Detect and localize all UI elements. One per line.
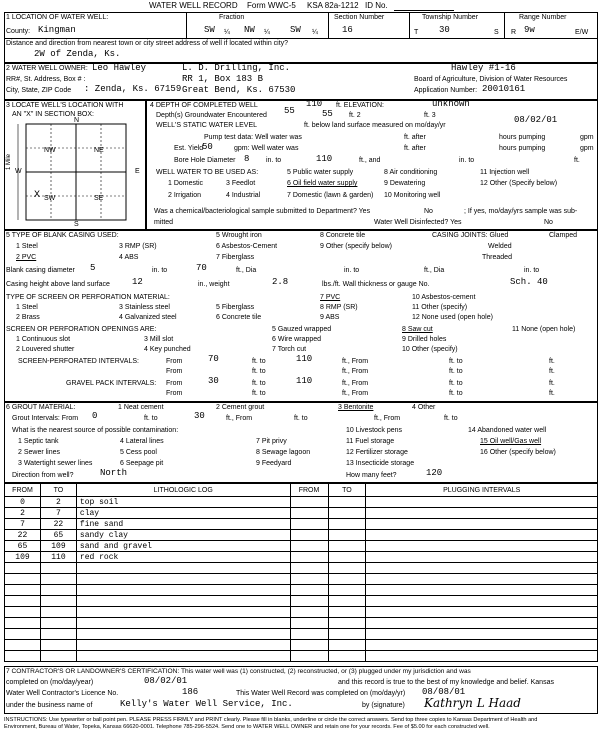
board-label: Board of Agriculture, Division of Water Resources bbox=[414, 76, 568, 83]
well-name[interactable]: Hawley #1-16 bbox=[451, 63, 516, 73]
groundwater-1[interactable]: 55 bbox=[284, 106, 295, 116]
id-field[interactable] bbox=[394, 10, 454, 11]
footer-instructions: INSTRUCTIONS: Use typewriter or ball point pen. PLEASE PRESS FIRMLY and PRINT clearly. Please fill in blanks, underline or circle the correct answers. Send top three copies to Kansas Department of Health and Environment, Bureau of Water, Topeka, Kansas 66620-0001. Telephone 785-296-5524. Send one to WATER WELL OWNER and retain one for your records. Fee of $5.00 for each constructed well. bbox=[4, 717, 538, 730]
app-label: Application Number: bbox=[414, 87, 478, 94]
form-number: Form WWC-5 bbox=[247, 1, 296, 10]
groundwater-2[interactable]: 55 bbox=[322, 109, 333, 119]
wall-gauge[interactable]: Sch. 40 bbox=[510, 277, 548, 287]
use-oil-field-selected[interactable]: 6 Oil field water supply bbox=[287, 180, 358, 187]
static-date[interactable]: 08/02/01 bbox=[514, 115, 558, 125]
app-number[interactable]: 20010161 bbox=[482, 84, 526, 94]
how-many-feet[interactable]: 120 bbox=[426, 468, 443, 478]
casing-pvc-selected[interactable]: 2 PVC bbox=[16, 254, 37, 261]
business-name[interactable]: Kelly's Water Well Service, Inc. bbox=[120, 699, 293, 709]
screen-from[interactable]: 70 bbox=[208, 354, 219, 364]
record-date[interactable]: 08/08/01 bbox=[422, 687, 466, 697]
grout-bentonite-selected[interactable]: 3 Bentonite bbox=[338, 404, 374, 411]
id-label: ID No. bbox=[365, 1, 388, 10]
fraction-1[interactable]: SW bbox=[204, 25, 215, 35]
section-1-heading: 1 LOCATION OF WATER WELL: bbox=[6, 14, 109, 21]
driller-line-3[interactable]: Great Bend, Ks. 67530 bbox=[182, 85, 296, 95]
section-7-heading: 7 CONTRACTOR'S OR LANDOWNER'S CERTIFICATION: This water well was (1) constructed, (2) reconstructed, or (3) plugged under my jurisdiction and was bbox=[6, 668, 471, 675]
screen-to[interactable]: 110 bbox=[296, 354, 313, 364]
city-label: City, State, ZIP Code bbox=[6, 87, 72, 94]
rr-label: RR#, St. Address, Box # : bbox=[6, 76, 86, 83]
grout-from[interactable]: 0 bbox=[92, 411, 98, 421]
owner-name[interactable]: Leo Hawley bbox=[92, 63, 147, 73]
elevation[interactable]: unknown bbox=[432, 99, 470, 109]
driller-line-2[interactable]: RR 1, Box 183 B bbox=[182, 74, 264, 84]
bore-diameter[interactable]: 8 bbox=[244, 154, 250, 164]
direction-value[interactable]: North bbox=[100, 468, 128, 478]
license-number[interactable]: 186 bbox=[182, 687, 199, 697]
table-row: 7 22 fine sand bbox=[5, 519, 598, 530]
fraction-3[interactable]: SW bbox=[290, 25, 301, 35]
section-2-heading: 2 WATER WELL OWNER: bbox=[6, 65, 88, 72]
distance-value[interactable]: 2W of Zenda, Ks. bbox=[34, 49, 121, 59]
table-row bbox=[5, 607, 598, 618]
table-row bbox=[5, 585, 598, 596]
section-4-heading: 4 DEPTH OF COMPLETED WELL bbox=[150, 102, 258, 109]
table-row: 109 110 red rock bbox=[5, 552, 598, 563]
table-row bbox=[5, 629, 598, 640]
section-number-label: Section Number bbox=[334, 14, 385, 21]
completed-date[interactable]: 08/02/01 bbox=[144, 676, 188, 686]
table-row: 0 2 top soil bbox=[5, 497, 598, 508]
casing-height[interactable]: 12 bbox=[132, 277, 143, 287]
township-number[interactable]: 30 bbox=[439, 25, 450, 35]
lithologic-log-table bbox=[4, 483, 598, 662]
water-well-record-form: WATER WELL RECORD Form WWC-5 KSA 82a-1212 ID No. 1 LOCATION OF WATER WELL: County: Kingman Fraction SW ¼ NW ¼ SW ¼ Section Number 16 Township Number T 30 S Range Number R 9w E/W Distance and direction from nearest town or city street address of well if located within city? 2W of Zenda, Ks. 2 WATER WELL OWNER: Leo Hawley RR#, St. Address, Box # : City, State, ZIP Code : Zenda, Ks. 67159 L. D. Drilling, Inc. RR 1, Box 183 B Great Bend, Ks. 67530 Hawley #1-16 Board of Agriculture, Division of Water Resources Application Number: 20010161 3 LOCATE WELL'S LOCATION WITH AN "X" IN SECTION BOX: N S W E NW NE SW SE 1 Mile X 4 DEPTH OF COMPLETED WELL 110 ft. ELEVATION: unknown Depth(s) Groundwater Encountered 55 55 ft. 2 ft. 3 WELL'S STATIC WATER LEVEL ft. below land surface measured on mo/day/yr 08/02/01 Pump test data: Well water was ft. after hours pumping gpm Est. Yield 50 gpm: Well water was ft. after hours pumping gpm Bore Hole Diameter 8 in. to 110 ft., and in. to ft. WELL WATER TO BE USED AS: 5 Public water supply 8 Air conditioning 11 Injection well 1 Domestic 3 Feedlot 6 Oil field water supply 9 Dewatering 12 Other (Specify below) 2 Irrigation 4 Industrial 7 Domestic (lawn & garden) 10 Monitoring well Was a chemical/bacteriological sample submitted to Department? Yes No ; If yes, mo/day/yrs sample was sub- mitted Water Well Disinfected? Yes No 5 TYPE OF BLANK CASING USED: 5 Wrought iron 8 Concrete tile 1 Steel 3 RMP (SR) 6 Asbestos-Cement 9 Other (specify below) 2 PVC 4 ABS 7 Fiberglass CASING JOINTS: Glued Clamped Welded Threaded Blank casing diameter 5 in. to 70 ft., Dia in. to ft., Dia in. to Casing height above land surface 12 in., weight 2.8 lbs./ft. Wall thickness or gauge No. Sch. 40 TYPE OF SCREEN OR PERFORATION MATERIAL: 7 PVC 10 Asbestos-cement 1 Steel 3 Stainless steel 5 Fiberglass 8 RMP (SR) 11 Other (specify) 2 Brass 4 Galvanized steel 6 Concrete tile 9 ABS 12 None used (open hole) SCREEN OR PERFORATION OPENINGS ARE: 5 Gauzed wrapped 8 Saw cut 11 None (open hole) 1 Continuous slot 3 Mill slot 6 Wire wrapped 9 Drilled holes 2 Louvered shutter 4 Key punched 7 Torch cut 10 Other (specify) SCREEN-PERFORATED INTERVALS: From 70 ft. to 110 ft., From ft. to ft. From ft. to ft., From ft. to ft. GRAVEL PACK INTERVALS: From 30 ft. to 110 ft., From ft. to ft. From ft. to ft., From ft. to ft. 6 GROUT MATERIAL: 1 Neat cement 2 Cement grout 3 Bentonite 4 Other Grout Intervals: From 0 ft. to 30 ft., From ft. to ft., From ft. to What is the nearest source of possible contamination: 10 Livestock pens 14 Abandoned water well 1 Septic tank 4 Lateral lines 7 Pit privy 11 Fuel storage 15 Oil well/Gas well 2 Sewer lines 5 Cess pool 8 Sewage lagoon 12 Fertilizer storage 16 Other (specify below) 3 Watertight sewer lines 6 Seepage pit 9 Feedyard 13 Insecticide storage Direction from well? North How many feet? 120 FROM TO LITHOLOGIC LOG FROM TO PLUGGING INTERVALS 0 2 top soil 2 7 clay 7 22 fine sand 22 65 sandy clay 65 109 sand and gravel 109 110 red rock 7 CONTRACTOR'S OR LANDOWNER'S CERTIFICATION: This water well was (1) constructed, (2) reconstructed, or (3) plugged under my jurisdiction and was completed on (mo/day/year) 08/02/01 and this record is true to the best of my knowledge and belief. Kansas Water Well Contractor's Licence No. 186 This Water Well Record was completed on (mo/day/yr) 08/08/01 under the business name of Kelly's Water Well Service, Inc. by (signature) Kathryn L Haad bbox=[4, 0, 598, 715]
section-number[interactable]: 16 bbox=[342, 25, 353, 35]
table-row bbox=[5, 651, 598, 662]
signature[interactable]: Kathryn L Haad bbox=[424, 696, 521, 710]
owner-city[interactable]: : Zenda, Ks. 67159 bbox=[84, 84, 182, 94]
table-row bbox=[5, 640, 598, 651]
driller-line-1[interactable]: L. D. Drilling, Inc. bbox=[182, 63, 291, 73]
distance-label: Distance and direction from nearest town or city street address of well if located within city? bbox=[6, 40, 289, 47]
township-label: Township Number bbox=[422, 14, 479, 21]
casing-diameter[interactable]: 5 bbox=[90, 263, 96, 273]
location-x-mark[interactable]: X bbox=[34, 190, 41, 201]
table-row: 2 7 clay bbox=[5, 508, 598, 519]
opening-saw-cut-selected[interactable]: 8 Saw cut bbox=[402, 326, 433, 333]
fraction-2[interactable]: NW bbox=[244, 25, 255, 35]
casing-weight[interactable]: 2.8 bbox=[272, 277, 289, 287]
well-depth[interactable]: 110 bbox=[306, 99, 323, 109]
range-number[interactable]: 9w bbox=[524, 25, 535, 35]
fraction-label: Fraction bbox=[219, 14, 245, 21]
table-row bbox=[5, 596, 598, 607]
contam-oil-well-selected[interactable]: 15 Oil well/Gas well bbox=[480, 438, 542, 445]
table-header: FROM TO LITHOLOGIC LOG FROM TO PLUGGING INTERVALS bbox=[5, 484, 598, 497]
screen-pvc-selected[interactable]: 7 PVC bbox=[320, 294, 341, 301]
section-6-heading: 6 GROUT MATERIAL: bbox=[6, 404, 76, 411]
grout-to[interactable]: 30 bbox=[194, 411, 205, 421]
gravel-from[interactable]: 30 bbox=[208, 376, 219, 386]
gravel-to[interactable]: 110 bbox=[296, 376, 313, 386]
table-row bbox=[5, 574, 598, 585]
section-grid[interactable] bbox=[14, 118, 140, 226]
range-label: Range Number bbox=[519, 14, 567, 21]
county-value[interactable]: Kingman bbox=[38, 25, 76, 35]
form-title: WATER WELL RECORD bbox=[149, 1, 238, 10]
bore-to[interactable]: 110 bbox=[316, 154, 333, 164]
section-3-heading: 3 LOCATE WELL'S LOCATION WITH bbox=[6, 102, 124, 109]
table-row bbox=[5, 563, 598, 574]
county-label: County: bbox=[6, 28, 31, 35]
ksa-number: KSA 82a-1212 bbox=[307, 1, 359, 10]
est-yield[interactable]: 50 bbox=[202, 142, 213, 152]
section-5-heading: 5 TYPE OF BLANK CASING USED: bbox=[6, 232, 119, 239]
table-row: 22 65 sandy clay bbox=[5, 530, 598, 541]
table-row: 65 109 sand and gravel bbox=[5, 541, 598, 552]
table-row bbox=[5, 618, 598, 629]
casing-to[interactable]: 70 bbox=[196, 263, 207, 273]
